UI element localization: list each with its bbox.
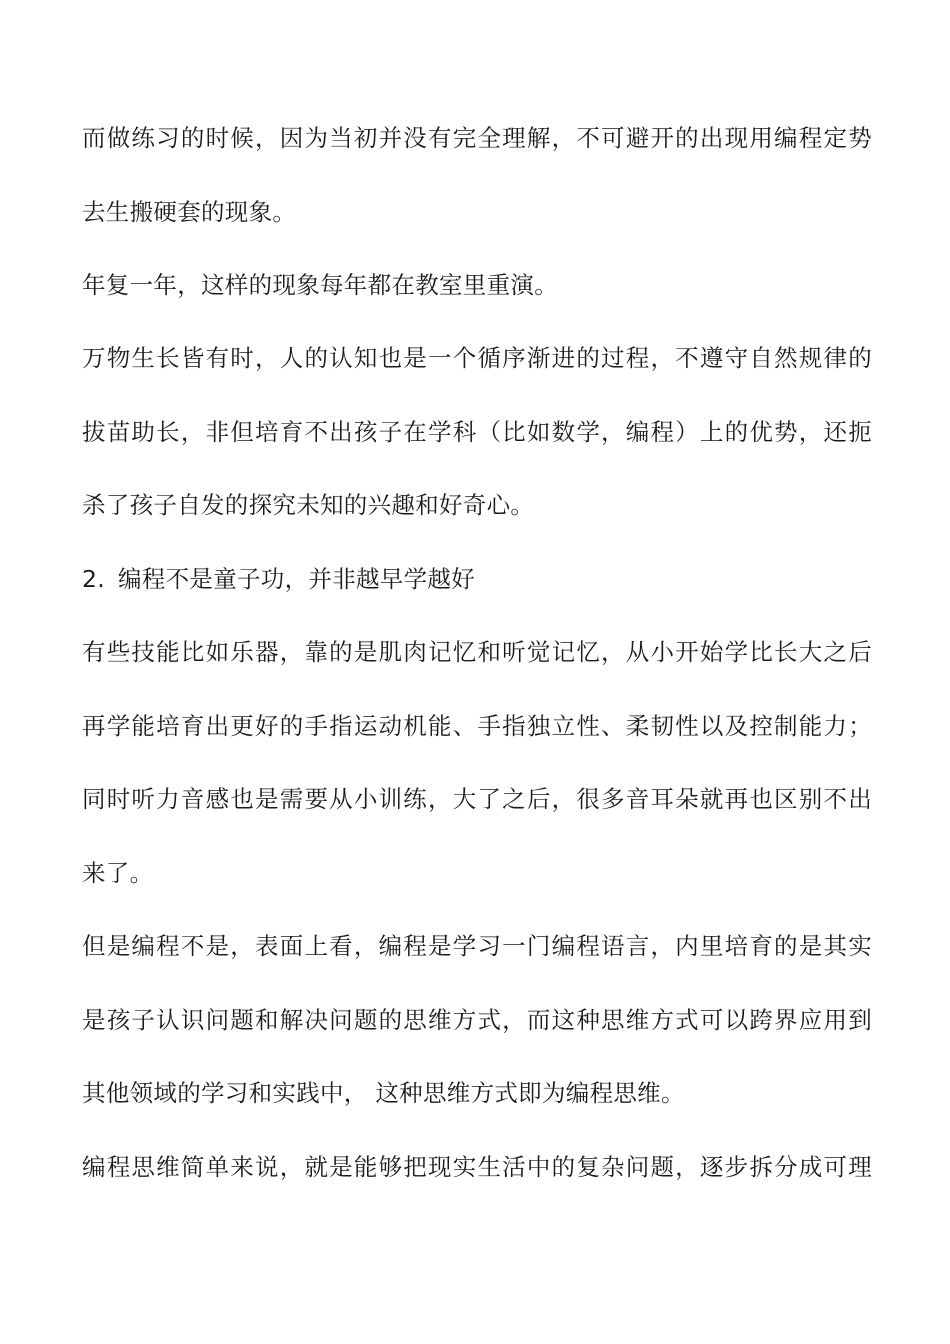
text-line-12: 是孩子认识问题和解决问题的思维方式，而这种思维方式可以跨界应用到 xyxy=(82,1006,872,1034)
text-line-14: 编程思维简单来说，就是能够把现实生活中的复杂问题，逐步拆分成可理 xyxy=(82,1153,872,1181)
section-heading-text: 编程不是童子功，并非越早学越好 xyxy=(118,565,475,593)
text-line-2: 去生搬硬套的现象。 xyxy=(82,198,297,226)
text-line-1: 而做练习的时候，因为当初并没有完全理解，不可避开的出现用编程定势 xyxy=(82,124,872,152)
text-line-10: 来了。 xyxy=(82,859,154,887)
section-heading xyxy=(82,564,872,594)
text-line-13: 其他领域的学习和实践中， 这种思维方式即为编程思维。 xyxy=(82,1079,685,1107)
section-heading-number: 2. xyxy=(82,565,106,593)
text-line-5: 拔苗助长，非但培育不出孩子在学科（比如数学，编程）上的优势，还扼 xyxy=(82,418,872,446)
text-line-8: 再学能培育出更好的手指运动机能、手指独立性、柔韧性以及控制能力； xyxy=(82,712,872,740)
text-line-11: 但是编程不是，表面上看，编程是学习一门编程语言，内里培育的是其实 xyxy=(82,932,872,960)
text-line-7: 有些技能比如乐器，靠的是肌肉记忆和听觉记忆，从小开始学比长大之后 xyxy=(82,638,872,666)
text-line-3: 年复一年，这样的现象每年都在教室里重演。 xyxy=(82,271,558,299)
text-line-9: 同时听力音感也是需要从小训练，大了之后，很多音耳朵就再也区别不出 xyxy=(82,785,872,813)
text-line-4: 万物生长皆有时，人的认知也是一个循序渐进的过程，不遵守自然规律的 xyxy=(82,344,872,372)
text-line-6: 杀了孩子自发的探究未知的兴趣和好奇心。 xyxy=(82,491,535,519)
